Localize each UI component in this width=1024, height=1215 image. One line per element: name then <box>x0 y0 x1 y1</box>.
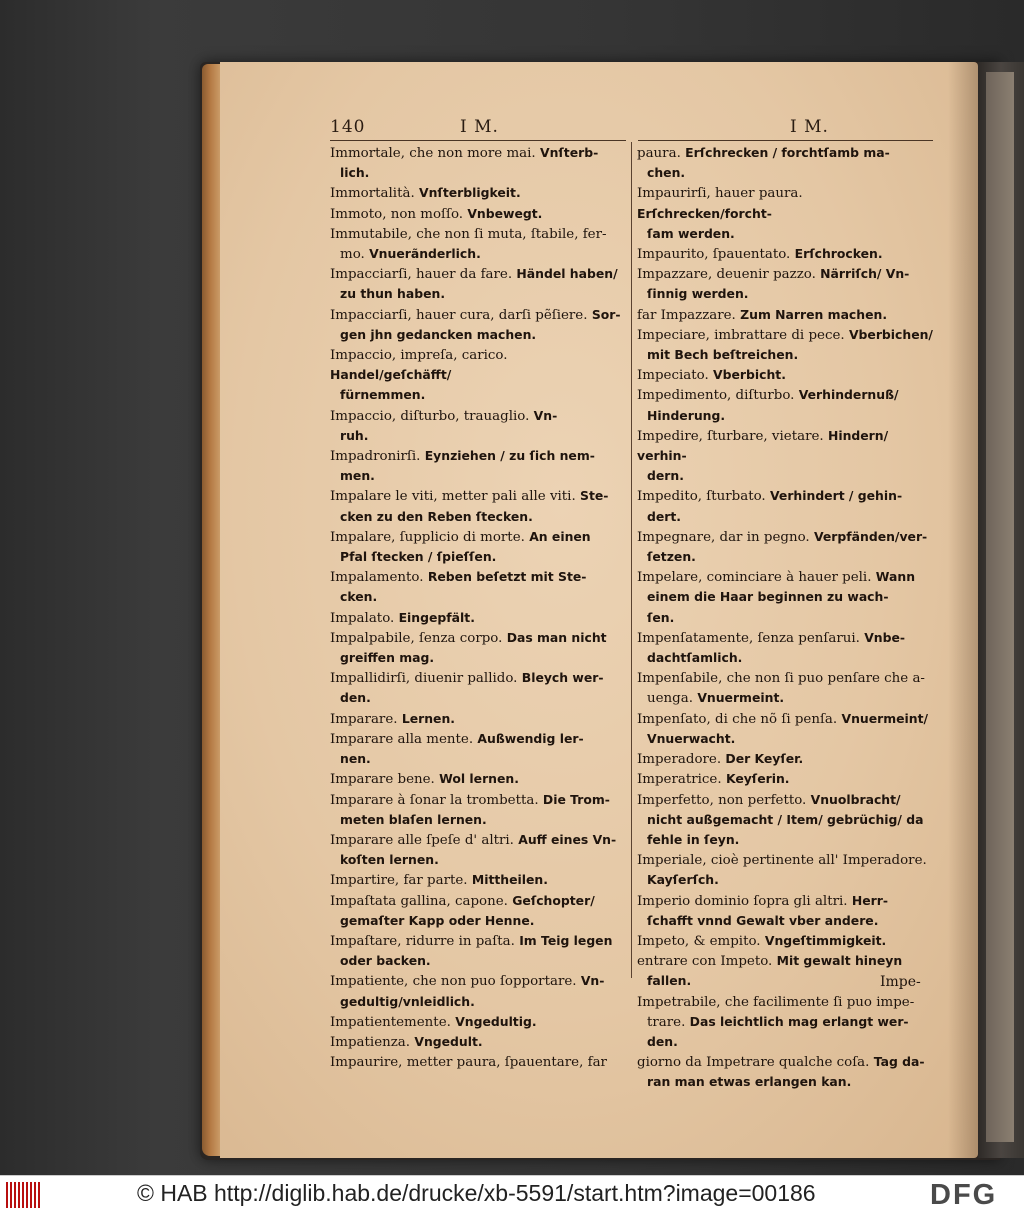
german-gloss: Außwendig ler- <box>473 730 584 746</box>
german-gloss: einem die Haar beginnen zu wach- <box>647 589 889 605</box>
italian-headword: Impartire, far parte. <box>330 873 468 889</box>
italian-headword: Impaurirſi, hauer paura. <box>637 186 803 202</box>
german-gloss: Hinderung. <box>647 407 726 423</box>
italian-headword: Impeciare, imbrattare di pece. <box>637 327 845 343</box>
dictionary-entry <box>330 527 628 567</box>
german-gloss: Herr- <box>847 892 888 908</box>
running-head-right: I M. <box>790 117 829 137</box>
entry-continuation-line <box>637 1032 935 1052</box>
entry-continuation-line <box>637 810 935 830</box>
german-gloss: ſinnig werden. <box>647 286 749 302</box>
german-gloss: Vn- <box>576 973 605 989</box>
german-gloss: Vnuerãnderlich. <box>364 246 481 262</box>
entry-continuation-line <box>330 587 628 607</box>
german-gloss: Erſchrocken. <box>790 246 883 262</box>
german-gloss: ſen. <box>647 609 675 625</box>
italian-headword: Impacciarſi, hauer da fare. <box>330 267 513 283</box>
german-gloss: fehle in ſeyn. <box>647 831 740 847</box>
german-gloss: Vberbichen/ <box>844 326 933 342</box>
german-gloss: Vn- <box>529 407 558 423</box>
dictionary-entry <box>637 749 935 769</box>
italian-headword: Immutabile, che non ſi muta, ſtabile, fer- <box>330 226 607 242</box>
entry-continuation-line <box>330 911 628 931</box>
german-gloss: ruh. <box>340 427 369 443</box>
german-gloss: Pfal ſtecken / ſpieſſen. <box>340 549 497 565</box>
italian-headword: Impatienza. <box>330 1034 411 1050</box>
dictionary-entry <box>637 891 935 931</box>
german-gloss: Tag da- <box>869 1054 925 1070</box>
german-gloss: Vngeſtimmigkeit. <box>760 932 887 948</box>
entry-continuation-line <box>330 163 628 183</box>
german-gloss: nicht außgemacht / Item/ gebrüchig/ da <box>647 811 924 827</box>
entry-continuation-line <box>330 951 628 971</box>
italian-headword: Impelare, cominciare à hauer peli. <box>637 570 872 586</box>
dictionary-entry <box>637 931 935 951</box>
german-gloss: Vnſterbligkeit. <box>414 185 521 201</box>
dictionary-entry <box>637 608 935 628</box>
italian-headword: Impaccio, impreſa, carico. <box>330 348 508 364</box>
german-gloss: gedultig/vnleidlich. <box>340 993 475 1009</box>
german-gloss: den. <box>647 1033 678 1049</box>
entry-continuation-line <box>637 507 935 527</box>
dictionary-entry <box>637 365 935 385</box>
dictionary-entry <box>330 486 628 526</box>
italian-headword: Imparare bene. <box>330 772 435 788</box>
entry-continuation-line <box>637 911 935 931</box>
italian-headword: Impenſato, di che nõ ſi penſa. <box>637 711 838 727</box>
dictionary-entry <box>330 1052 628 1072</box>
german-gloss: ſam werden. <box>647 225 735 241</box>
entry-continuation-line <box>637 224 935 244</box>
dictionary-entry <box>330 608 628 628</box>
gutter-shadow <box>948 62 978 1158</box>
german-gloss: greiffen mag. <box>340 650 435 666</box>
entry-continuation-line <box>637 547 935 567</box>
italian-headword: Impetrabile, che facilimente ſi puo impe- <box>637 994 915 1010</box>
german-gloss: Erſchrecken / forchtſamb ma- <box>680 145 890 160</box>
german-gloss: koſten lernen. <box>340 852 439 868</box>
german-gloss: Vngedultig. <box>450 1013 537 1029</box>
dictionary-entry <box>637 385 935 425</box>
dictionary-entry <box>637 850 935 890</box>
page-number: 140 <box>330 117 366 137</box>
entry-continuation-line <box>637 1012 935 1032</box>
german-gloss: Im Teig legen <box>514 932 613 948</box>
german-gloss: Vngedult. <box>410 1033 483 1049</box>
dictionary-entry <box>637 628 935 668</box>
german-gloss: Auff eines Vn- <box>513 831 617 847</box>
german-gloss: dert. <box>647 508 682 524</box>
entry-continuation-line <box>330 507 628 527</box>
italian-headword: far Impazzare. <box>637 307 736 323</box>
italian-headword: paura. <box>637 146 681 161</box>
entry-continuation-line <box>637 345 935 365</box>
entry-continuation-line <box>330 284 628 304</box>
italian-headword: Imparare alla mente. <box>330 731 474 747</box>
german-gloss: Kayſerſch. <box>647 872 719 888</box>
german-gloss: Wol lernen. <box>434 771 519 787</box>
header-rule-right <box>638 140 933 141</box>
dictionary-entry <box>637 1052 935 1092</box>
german-gloss: Sor- <box>587 306 621 322</box>
entry-continuation-line <box>330 547 628 567</box>
german-gloss: Vnuermeint/ <box>837 710 929 726</box>
dictionary-entry <box>637 143 935 183</box>
footer-bar <box>0 1175 1024 1215</box>
dictionary-entry <box>330 709 628 729</box>
dictionary-entry <box>330 143 628 183</box>
dictionary-entry <box>637 183 935 244</box>
dictionary-entry <box>637 769 935 789</box>
dictionary-entry <box>330 931 628 971</box>
italian-headword: Imparare. <box>330 711 398 727</box>
italian-headword: Impaurito, ſpauentato. <box>637 247 791 263</box>
german-gloss: Wann <box>871 569 916 585</box>
dictionary-entry <box>330 264 628 304</box>
german-gloss: Närriſch/ Vn- <box>815 266 910 282</box>
german-gloss: Vberbicht. <box>708 367 786 383</box>
italian-headword: Impalare le viti, metter pali alle viti. <box>330 489 576 505</box>
dictionary-entry <box>330 769 628 789</box>
german-gloss: Vnſterb- <box>535 145 599 160</box>
italian-headword: Imparare à ſonar la trombetta. <box>330 792 539 808</box>
german-gloss: dern. <box>647 468 684 484</box>
german-gloss: ran man etwas erlangen kan. <box>647 1074 852 1090</box>
dictionary-entry <box>330 406 628 446</box>
italian-headword: Impedimento, diſturbo. <box>637 388 795 404</box>
german-gloss: Mit gewalt hineyn <box>772 953 903 969</box>
german-gloss: Lernen. <box>397 710 455 726</box>
italian-headword: Impatiente, che non puo ſopportare. <box>330 974 577 990</box>
german-gloss: Hindern/ verhin- <box>637 427 889 464</box>
dictionary-entry <box>330 446 628 486</box>
catchword: Impe- <box>880 974 921 990</box>
dictionary-entry <box>330 891 628 931</box>
footer-url[interactable]: © HAB http://diglib.hab.de/drucke/xb-5591/start.htm?image=00186 <box>137 1180 816 1206</box>
dfg-logo: DFG <box>930 1179 998 1211</box>
german-gloss: mit Bech beſtreichen. <box>647 347 799 363</box>
german-gloss: fallen. <box>647 973 692 989</box>
entry-continuation-line <box>330 688 628 708</box>
german-gloss: Zum Narren machen. <box>735 306 888 322</box>
italian-headword: entrare con Impeto. <box>637 954 773 970</box>
italian-headword: trare. <box>647 1014 686 1030</box>
italian-headword: uenga. <box>647 691 693 707</box>
entry-continuation-line <box>637 648 935 668</box>
dictionary-entry <box>330 628 628 668</box>
dictionary-entry <box>637 790 935 830</box>
dictionary-entry <box>637 668 935 708</box>
dictionary-entry <box>330 729 628 769</box>
entry-continuation-line <box>637 830 935 850</box>
dictionary-entry <box>637 426 935 487</box>
german-gloss: Die Trom- <box>538 791 610 807</box>
german-gloss: zu thun haben. <box>340 286 446 302</box>
italian-headword: Impaſtata gallina, capone. <box>330 893 508 909</box>
entry-continuation-line <box>637 587 935 607</box>
german-gloss: Das leichtlich mag erlangt wer- <box>685 1013 909 1029</box>
german-gloss: cken zu den Reben ſtecken. <box>340 508 533 524</box>
italian-headword: Impalare, ſupplicio di morte. <box>330 529 525 545</box>
german-gloss: Vnbe- <box>859 629 906 645</box>
german-gloss: Der Keyſer. <box>721 751 804 767</box>
italian-headword: Impenſatamente, ſenza penſarui. <box>637 630 860 646</box>
italian-headword: Immoto, non moſſo. <box>330 206 464 222</box>
running-head-left: I M. <box>460 117 499 137</box>
german-gloss: lich. <box>340 165 370 181</box>
german-gloss: Ste- <box>575 488 609 504</box>
german-gloss: Eynziehen / zu ſich nem- <box>420 448 595 464</box>
dictionary-entry <box>637 709 935 749</box>
barcode-icon <box>6 1182 40 1208</box>
italian-headword: Impaccio, diſturbo, trauaglio. <box>330 408 530 424</box>
italian-headword: Imperio dominio ſopra gli altri. <box>637 893 848 909</box>
right-column <box>637 143 935 1093</box>
italian-headword: Imperiale, cioè pertinente all' Imperadore. <box>637 853 927 869</box>
german-gloss: Vnuolbracht/ <box>806 791 901 807</box>
italian-headword: Impeto, & empito. <box>637 933 761 949</box>
italian-headword: Impacciarſi, hauer cura, darſi pẽſiere. <box>330 307 588 323</box>
dictionary-entry <box>330 870 628 890</box>
italian-headword: Impedito, ſturbato. <box>637 489 766 505</box>
entry-continuation-line <box>637 284 935 304</box>
german-gloss: oder backen. <box>340 953 431 969</box>
italian-headword: Imperadore. <box>637 752 722 768</box>
dictionary-entry <box>637 325 935 365</box>
german-gloss: cken. <box>340 589 378 605</box>
german-gloss: Verpfänden/ver- <box>809 528 928 544</box>
german-gloss: Vnuerwacht. <box>647 730 736 746</box>
italian-headword: Impatientemente. <box>330 1014 451 1030</box>
german-gloss: meten blaſen lernen. <box>340 811 487 827</box>
italian-headword: Impalpabile, ſenza corpo. <box>330 630 503 646</box>
dictionary-entry <box>637 244 935 264</box>
german-gloss: gemaſter Kapp oder Henne. <box>340 912 535 928</box>
german-gloss: nen. <box>340 751 371 767</box>
entry-continuation-line <box>330 992 628 1012</box>
german-gloss: den. <box>340 690 371 706</box>
entry-continuation-line <box>330 749 628 769</box>
italian-headword: Impaurire, metter paura, ſpauentare, far <box>330 1055 607 1071</box>
italian-headword: giorno da Impetrare qualche coſa. <box>637 1055 870 1071</box>
italian-headword: Imperatrice. <box>637 772 722 788</box>
dictionary-entry <box>330 183 628 203</box>
entry-continuation-line <box>330 466 628 486</box>
dictionary-entry <box>637 1032 935 1052</box>
entry-continuation-line <box>330 244 628 264</box>
dictionary-entry <box>637 992 935 1032</box>
header-rule-left <box>330 140 626 141</box>
entry-continuation-line <box>637 870 935 890</box>
entry-continuation-line <box>330 850 628 870</box>
dictionary-entry <box>637 264 935 304</box>
german-gloss: An einen <box>524 528 591 544</box>
german-gloss: dachtſamlich. <box>647 650 743 666</box>
dictionary-entry <box>637 486 935 526</box>
german-gloss: Verhindernuß/ <box>794 387 899 403</box>
german-gloss: Verhindert / gehin- <box>765 488 903 504</box>
italian-headword: Impadronirſi. <box>330 449 421 465</box>
dictionary-entry <box>637 830 935 850</box>
italian-headword: Impedire, ſturbare, vietare. <box>637 428 824 444</box>
left-column <box>330 143 628 1072</box>
italian-headword: Impenſabile, che non ſi puo penſare che a- <box>637 671 925 687</box>
entry-continuation-line <box>637 163 935 183</box>
german-gloss: Vnbewegt. <box>463 205 543 221</box>
italian-headword: Immortale, che non more mai. <box>330 146 536 161</box>
german-gloss: men. <box>340 468 375 484</box>
german-gloss: Handel/geſchäfft/ <box>330 367 452 383</box>
dictionary-entry <box>330 345 628 406</box>
german-gloss: Mittheilen. <box>467 872 548 888</box>
italian-headword: Impallidirſi, diuenir pallido. <box>330 671 518 687</box>
german-gloss: Keyſerin. <box>721 771 790 787</box>
entry-continuation-line <box>637 406 935 426</box>
dictionary-entry <box>637 305 935 325</box>
entry-continuation-line <box>637 688 935 708</box>
facing-page-strip <box>986 72 1014 1142</box>
dictionary-entry <box>330 224 628 264</box>
dictionary-entry <box>330 204 628 224</box>
entry-continuation-line <box>637 729 935 749</box>
dictionary-entry <box>330 1032 628 1052</box>
column-divider <box>631 142 632 978</box>
italian-headword: Impazzare, deuenir pazzo. <box>637 267 816 283</box>
german-gloss: ſetzen. <box>647 549 696 565</box>
german-gloss: fürnemmen. <box>340 387 426 403</box>
entry-continuation-line <box>330 385 628 405</box>
dictionary-entry <box>330 668 628 708</box>
italian-headword: Immortalità. <box>330 186 415 202</box>
entry-continuation-line <box>637 1072 935 1092</box>
dictionary-entry <box>330 971 628 1011</box>
italian-headword: Imparare alle ſpeſe d' altri. <box>330 832 514 848</box>
german-gloss: Das man nicht <box>502 629 607 645</box>
dictionary-entry <box>637 567 935 607</box>
dictionary-entry <box>637 527 935 567</box>
german-gloss: gen jhn gedancken machen. <box>340 326 537 342</box>
entry-continuation-line <box>330 426 628 446</box>
german-gloss: Bleych wer- <box>517 670 604 686</box>
entry-continuation-line <box>330 810 628 830</box>
entry-continuation-line <box>637 608 935 628</box>
entry-continuation-line <box>330 325 628 345</box>
entry-continuation-line <box>330 648 628 668</box>
italian-headword: Impeciato. <box>637 368 709 384</box>
italian-headword: mo. <box>340 247 365 263</box>
german-gloss: Vnuermeint. <box>693 690 785 706</box>
dictionary-entry <box>330 830 628 870</box>
entry-continuation-line <box>637 466 935 486</box>
german-gloss: ſchafft vnnd Gewalt vber andere. <box>647 912 879 928</box>
german-gloss: chen. <box>647 165 686 181</box>
german-gloss: Eingepfält. <box>394 609 475 625</box>
italian-headword: Impalato. <box>330 610 395 626</box>
german-gloss: Händel haben/ <box>512 266 618 282</box>
german-gloss: Erſchrecken/forcht- <box>637 205 772 221</box>
dictionary-entry <box>330 790 628 830</box>
dictionary-entry <box>330 1012 628 1032</box>
facing-page-edge <box>978 62 1024 1158</box>
italian-headword: Impalamento. <box>330 570 424 586</box>
german-gloss: Reben beſetzt mit Ste- <box>423 569 587 585</box>
german-gloss: Geſchopter/ <box>507 892 595 908</box>
dictionary-entry <box>330 567 628 607</box>
italian-headword: Imperfetto, non perfetto. <box>637 792 807 808</box>
dictionary-entry <box>330 305 628 345</box>
italian-headword: Impaſtare, ridurre in paſta. <box>330 933 515 949</box>
italian-headword: Impegnare, dar in pegno. <box>637 529 810 545</box>
